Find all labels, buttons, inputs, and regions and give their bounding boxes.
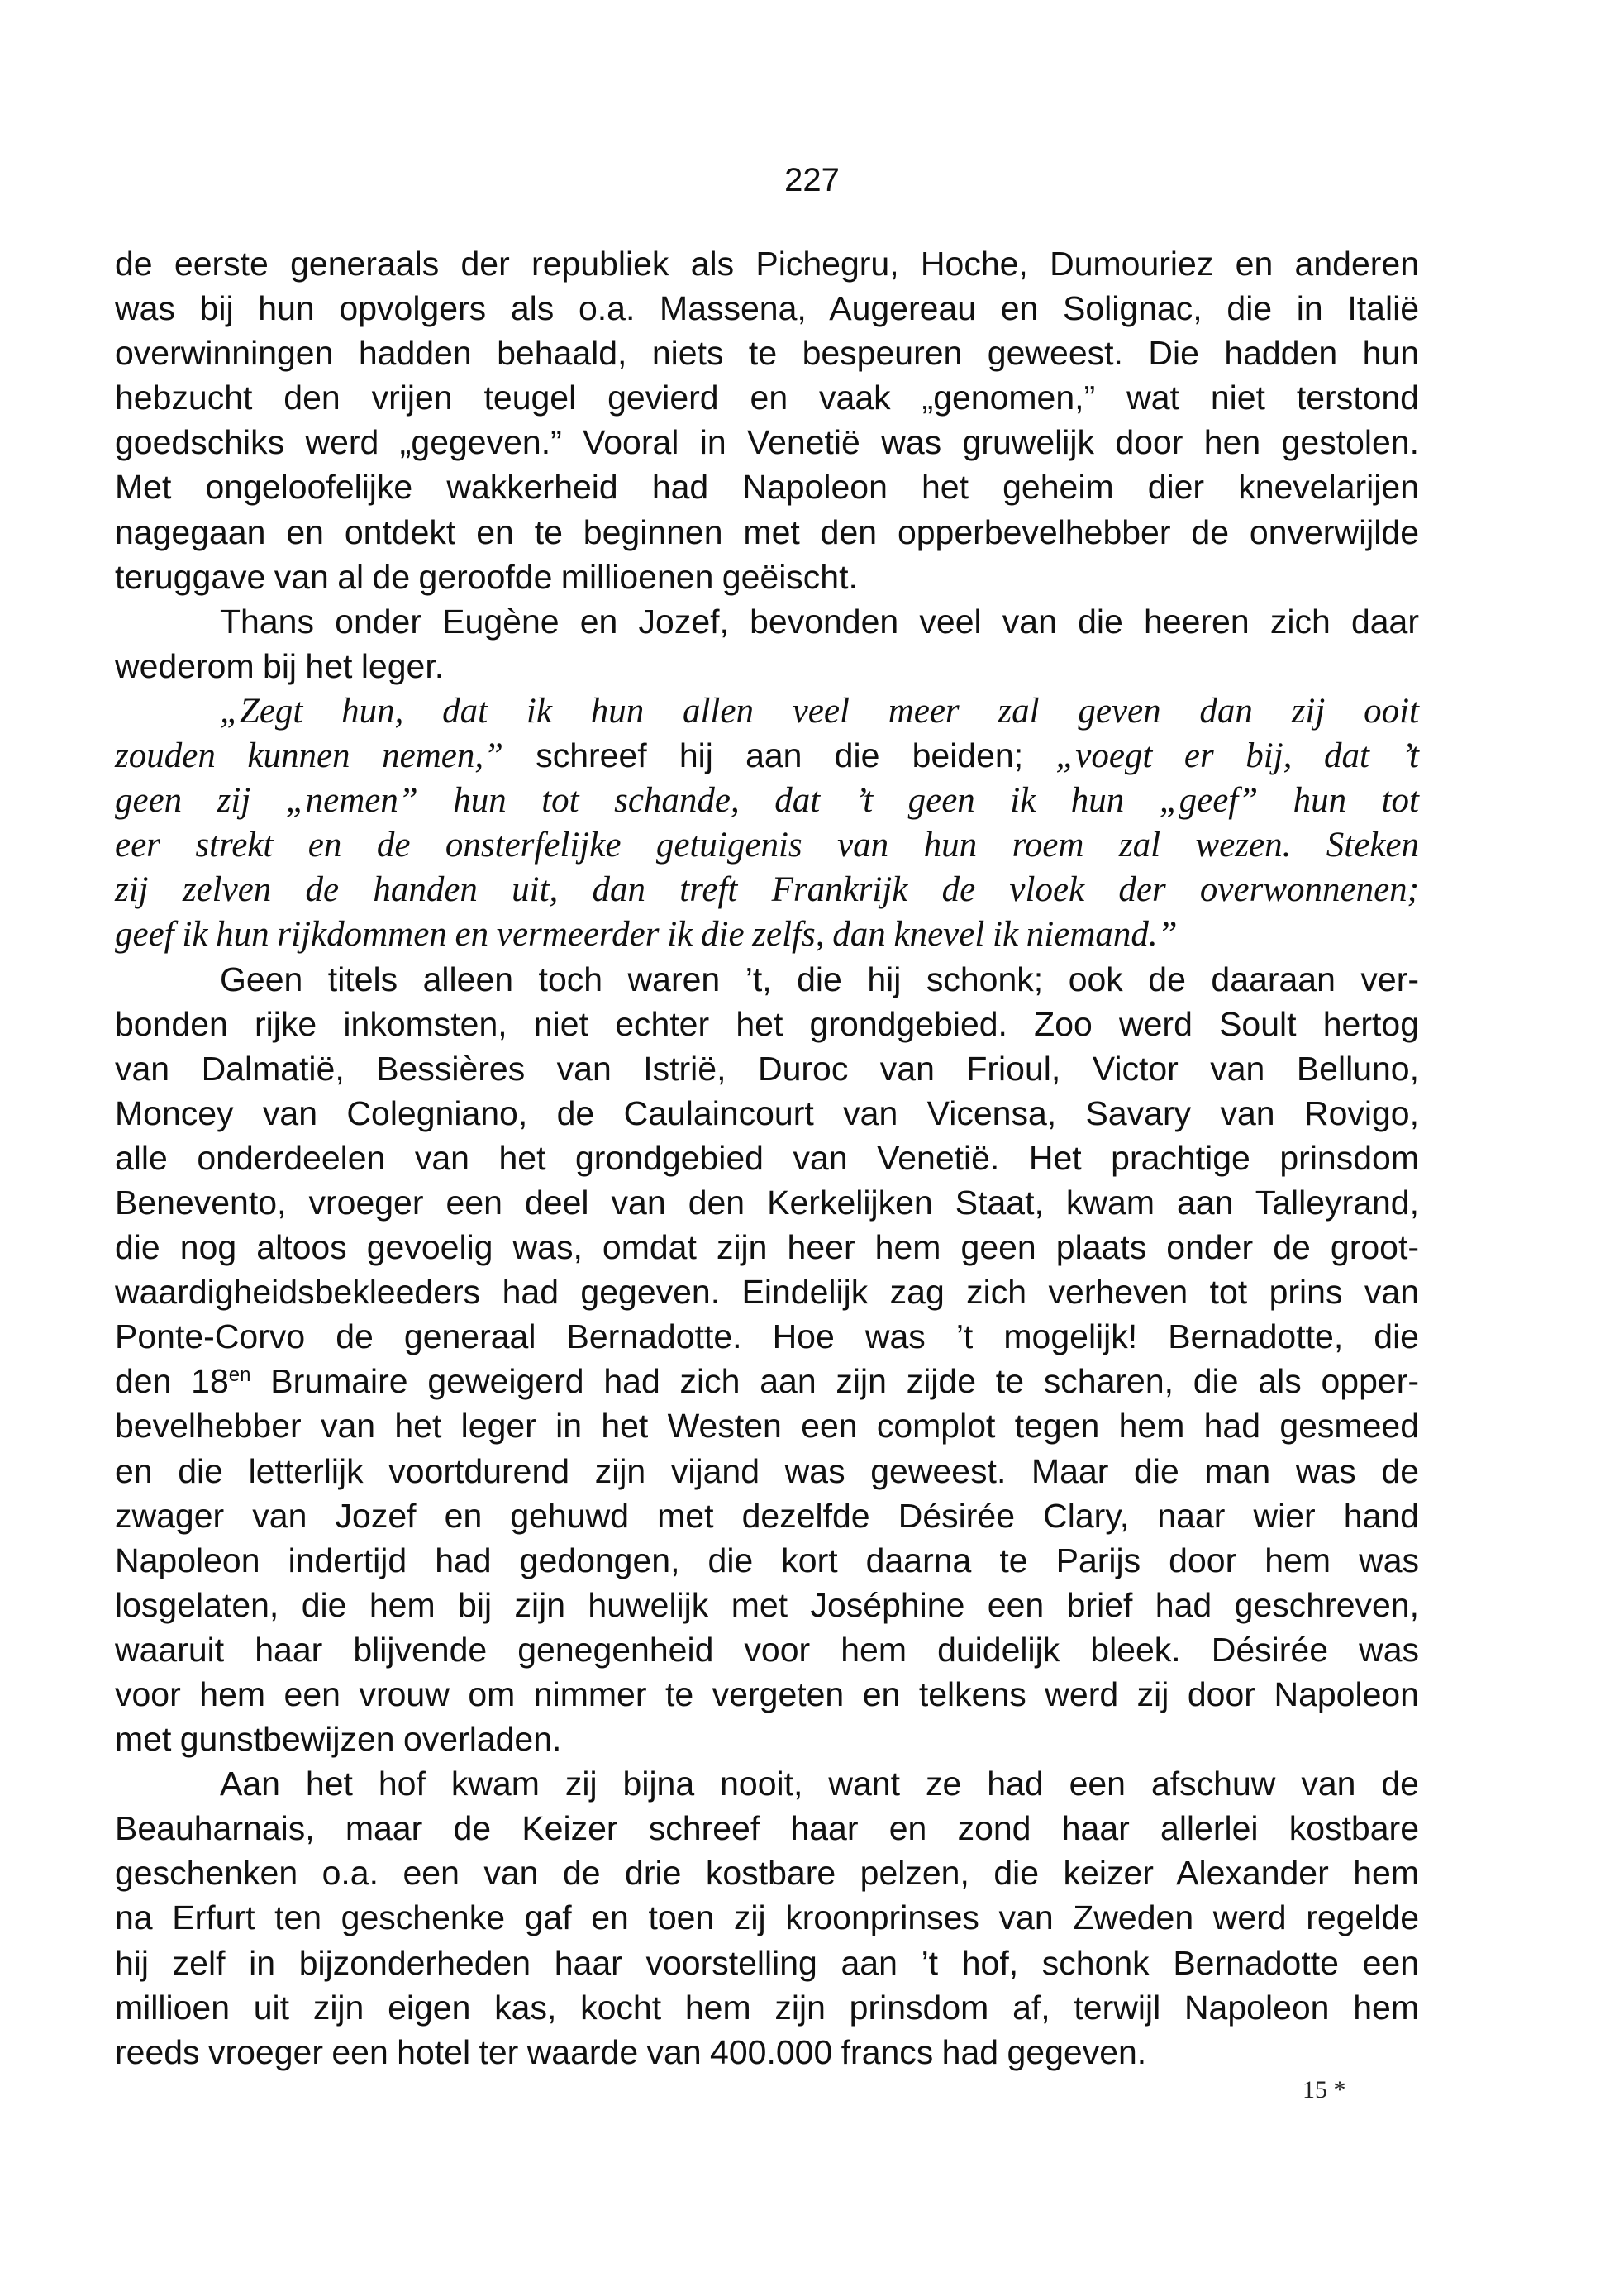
italic-text: zouden kunnen nemen,” [115,736,503,776]
text-segment: Thans onder Eugène en Jozef, bevonden veel van die heeren zich daar [220,602,1419,641]
text-segment: waardigheidsbekleeders had gegeven. Eindelijk zag zich verheven tot prins van [115,1273,1419,1312]
text-segment: die nog altoos gevoelig was, omdat zijn heer hem geen plaats onder de groot- [115,1228,1419,1267]
text-line [115,375,1419,420]
text-line [115,957,1419,1002]
text-line [115,1851,1419,1895]
text-line [115,1985,1419,2030]
text-line [115,1359,1419,1403]
signature-mark: 15 * [1303,2076,1346,2103]
text-line [115,1672,1419,1717]
text-line [115,1493,1419,1538]
text-segment: bevelhebber van het leger in het Westen een complot tegen hem had gesmeed [115,1407,1419,1446]
text-line [115,1046,1419,1091]
text-segment: Geen titels alleen toch waren ’t, die hij schonk; ook de daaraan ver- [220,960,1419,998]
text-line [115,241,1419,286]
text-segment: bonden rijke inkomsten, niet echter het grondgebied. Zoo werd Soult hertog [115,1004,1419,1043]
text-line [115,822,1419,867]
text-segment: reeds vroeger een hotel ter waarde van 400.000 francs had gegeven. [115,2032,1147,2071]
text-line [115,1314,1419,1359]
text-line [115,2030,1419,2075]
text-segment: Brumaire geweigerd had zich aan zijn zijde te scharen, die als opper- [250,1362,1419,1401]
text-segment: Moncey van Colegniano, de Caulaincourt van Vicensa, Savary van Rovigo, [115,1093,1419,1132]
text-segment: na Erfurt ten geschenke gaf en toen zij kroonprinses van Zweden werd regelde [115,1898,1419,1937]
text-line [115,867,1419,912]
text-line [115,1941,1419,1985]
text-segment: nagegaan en ontdekt en te beginnen met den opperbevelhebber de onverwijlde [115,512,1419,551]
text-segment: overwinningen hadden behaald, niets te bespeuren geweest. Die hadden hun [115,334,1419,373]
text-segment: geschenken o.a. een van de drie kostbare pelzen, die keizer Alexander hem [115,1854,1419,1893]
text-segment: wederom bij het leger. [115,646,445,685]
text-segment: hij zelf in bijzonderheden haar voorstelling aan ’t hof, schonk Bernadotte een [115,1943,1419,1982]
italic-text: „voegt er bij, dat ’t [1055,736,1419,776]
text-line [115,1403,1419,1448]
text-segment: met gunstbewijzen overladen. [115,1720,562,1759]
text-line [115,1225,1419,1269]
text-line [115,1583,1419,1627]
text-line [115,778,1419,822]
text-line [115,1761,1419,1806]
text-line [115,286,1419,331]
text-segment: zwager van Jozef en gehuwd met dezelfde Désirée Clary, naar wier hand [115,1496,1419,1535]
text-line [115,420,1419,464]
text-line [115,599,1419,644]
text-segment: de eerste generaals der republiek als Pichegru, Hoche, Dumouriez en anderen [115,245,1419,283]
page-number: 227 [784,162,840,198]
text-line [115,733,1419,778]
italic-text: zij zelven de handen uit, dan treft Frankrijk de vloek der overwonnenen; [115,870,1419,910]
text-line [115,1627,1419,1672]
text-segment: Ponte-Corvo de generaal Bernadotte. Hoe was ’t mogelijk! Bernadotte, die [115,1317,1419,1356]
text-line [115,464,1419,509]
text-line [115,688,1419,733]
text-segment: was bij hun opvolgers als o.a. Massena, Augereau en Solignac, die in Italië [115,289,1419,328]
text-line [115,1091,1419,1136]
text-segment: schreef hij aan die beiden; [503,736,1056,775]
text-line [115,644,1419,688]
text-segment: van Dalmatië, Bessières van Istrië, Duroc van Frioul, Victor van Belluno, [115,1049,1419,1088]
text-line [115,1002,1419,1046]
text-segment: Benevento, vroeger een deel van den Kerkelijken Staat, kwam aan Talleyrand, [115,1183,1419,1222]
superscript: en [228,1364,251,1387]
italic-text: geef ik hun rijkdommen en vermeerder ik die zelfs, dan knevel ik niemand.” [115,915,1178,955]
italic-text: „Zegt hun, dat ik hun allen veel meer zal geven dan zij ooit [220,691,1419,731]
text-line [115,1449,1419,1493]
text-segment: millioen uit zijn eigen kas, kocht hem zijn prinsdom af, terwijl Napoleon hem [115,1988,1419,2027]
body-text [115,241,1419,2075]
text-line [115,1180,1419,1225]
text-segment: en die letterlijk voortdurend zijn vijand was geweest. Maar die man was de [115,1451,1419,1490]
italic-text: geen zij „nemen” hun tot schande, dat ’t geen ik hun „geef” hun tot [115,781,1419,821]
text-segment: waaruit haar blijvende genegenheid voor hem duidelijk bleek. Désirée was [115,1630,1419,1669]
text-line [115,1538,1419,1583]
text-line [115,1717,1419,1761]
text-segment: Napoleon indertijd had gedongen, die kort daarna te Parijs door hem was [115,1541,1419,1579]
text-line [115,912,1419,956]
text-line [115,1806,1419,1851]
text-segment: voor hem een vrouw om nimmer te vergeten en telkens werd zij door Napoleon [115,1675,1419,1713]
text-segment: Aan het hof kwam zij bijna nooit, want ze had een afschuw van de [220,1765,1419,1803]
text-segment: den 18 [115,1362,229,1401]
text-line [115,1895,1419,1940]
text-line [115,331,1419,375]
text-line [115,1269,1419,1314]
text-segment: losgelaten, die hem bij zijn huwelijk met Joséphine een brief had geschreven, [115,1585,1419,1624]
text-segment: goedschiks werd „gegeven.” Vooral in Venetië was gruwelijk door hen gestolen. [115,423,1419,462]
text-line [115,555,1419,599]
text-segment: Met ongeloofelijke wakkerheid had Napoleon het geheim dier knevelarijen [115,468,1419,507]
text-segment: teruggave van al de geroofde millioenen geëischt. [115,557,858,596]
text-segment: alle onderdeelen van het grondgebied van Venetië. Het prachtige prinsdom [115,1138,1419,1177]
text-segment: hebzucht den vrijen teugel gevierd en vaak „genomen,” wat niet terstond [115,379,1419,417]
italic-text: eer strekt en de onsterfelijke getuigenis van hun roem zal wezen. Steken [115,826,1419,865]
text-line [115,510,1419,555]
text-segment: Beauharnais, maar de Keizer schreef haar en zond haar allerlei kostbare [115,1809,1419,1848]
text-line [115,1136,1419,1180]
